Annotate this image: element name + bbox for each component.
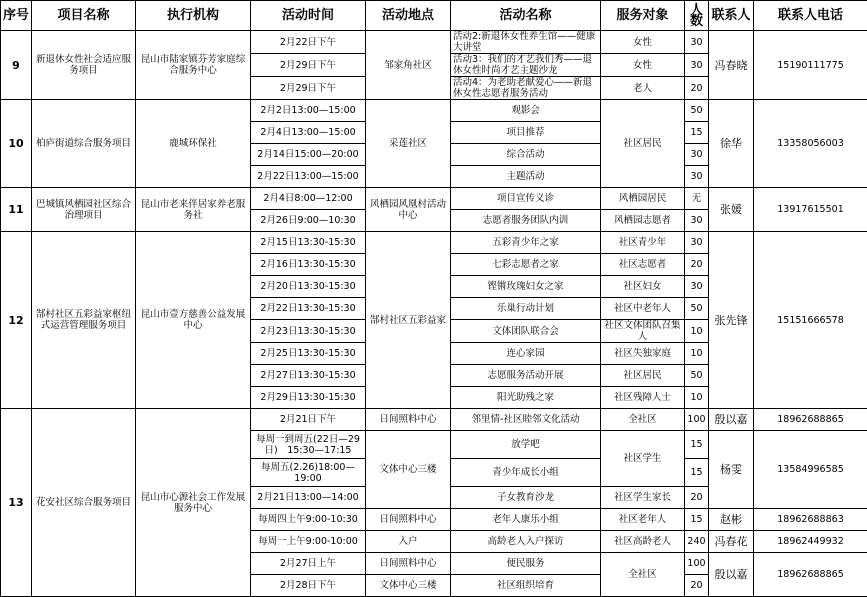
- activity-time: 2月29日13:30-15:30: [251, 387, 366, 409]
- activity-time: 2月16日13:30-15:30: [251, 254, 366, 276]
- activity-target: 社区残障人士: [601, 387, 685, 409]
- activity-place: 日间照料中心: [366, 409, 451, 431]
- activity-time: 2月4日8:00—12:00: [251, 188, 366, 210]
- contact-name: 张媛: [709, 188, 754, 232]
- activity-name: 综合活动: [451, 144, 601, 166]
- activity-time: 2月29日下午: [251, 54, 366, 77]
- contact-phone: 18962688865: [754, 553, 867, 597]
- contact-phone: 13358056003: [754, 100, 867, 188]
- activity-name: 乐巢行动计划: [451, 298, 601, 320]
- activity-time: 2月2日13:00—15:00: [251, 100, 366, 122]
- activity-count: 20: [685, 77, 709, 100]
- header-target: 服务对象: [601, 1, 685, 31]
- project-index: 12: [1, 232, 32, 409]
- activity-target: 社区高龄老人: [601, 531, 685, 553]
- activity-name: 志愿服务活动开展: [451, 365, 601, 387]
- project-org: 鹿城环保社: [136, 100, 251, 188]
- activity-time: 2月28日下午: [251, 575, 366, 597]
- activity-count: 30: [685, 166, 709, 188]
- activity-count: 30: [685, 144, 709, 166]
- activity-name: 项目宣传义诊: [451, 188, 601, 210]
- activity-place: 文体中心三楼: [366, 431, 451, 509]
- contact-name: 杨雯: [709, 431, 754, 509]
- contact-name: 冯春晓: [709, 31, 754, 100]
- activity-name: 放学吧: [451, 431, 601, 459]
- activity-target: 社区失独家庭: [601, 343, 685, 365]
- activity-name: 子女教育沙龙: [451, 487, 601, 509]
- activity-time: 2月15日13:30-15:30: [251, 232, 366, 254]
- activity-time: 2月22日下午: [251, 31, 366, 54]
- header-count: 人数: [685, 1, 709, 31]
- project-index: 13: [1, 409, 32, 597]
- activity-time: 2月20日13:30-15:30: [251, 276, 366, 298]
- activity-name: 项目推荐: [451, 122, 601, 144]
- activity-place: 郜村社区五彩益家: [366, 232, 451, 409]
- header-time: 活动时间: [251, 1, 366, 31]
- activity-name: 志愿者服务团队内训: [451, 210, 601, 232]
- contact-name: 赵彬: [709, 509, 754, 531]
- activity-place: 风栖园风凰村活动中心: [366, 188, 451, 232]
- activity-target: 社区老年人: [601, 509, 685, 531]
- table-row: [1, 409, 867, 431]
- contact-phone: 18962688865: [754, 409, 867, 431]
- contact-phone: 15190111775: [754, 31, 867, 100]
- project-name: 花安社区综合服务项目: [32, 409, 136, 597]
- activity-count: 10: [685, 343, 709, 365]
- activity-target: 社区居民: [601, 365, 685, 387]
- activity-name: 文体团队联合会: [451, 320, 601, 343]
- activity-count: 15: [685, 459, 709, 487]
- header-index: 序号: [1, 1, 32, 31]
- activity-time: 2月27日13:30-15:30: [251, 365, 366, 387]
- contact-phone: 18962449932: [754, 531, 867, 553]
- activity-target: 风栖园居民: [601, 188, 685, 210]
- contact-name: 张先锋: [709, 232, 754, 409]
- activity-name: 便民服务: [451, 553, 601, 575]
- activity-name: 邻里情-社区睦邻文化活动: [451, 409, 601, 431]
- activity-name: 社区组织培育: [451, 575, 601, 597]
- activity-name: 主题活动: [451, 166, 601, 188]
- header-row: [1, 1, 867, 31]
- activity-count: 100: [685, 409, 709, 431]
- header-project-name: 项目名称: [32, 1, 136, 31]
- activity-count: 20: [685, 575, 709, 597]
- activity-count: 30: [685, 31, 709, 54]
- project-name: 柏庐街道综合服务项目: [32, 100, 136, 188]
- header-phone: 联系人电话: [754, 1, 867, 31]
- activity-target: 社区居民: [601, 100, 685, 188]
- project-name: 郜村社区五彩益家枢纽式运营管理服务项目: [32, 232, 136, 409]
- activity-count: 15: [685, 509, 709, 531]
- activity-time: 2月26日9:00—10:30: [251, 210, 366, 232]
- activity-count: 15: [685, 431, 709, 459]
- activity-time: 2月4日13:00—15:00: [251, 122, 366, 144]
- activity-count: 20: [685, 254, 709, 276]
- activity-time: 2月29日下午: [251, 77, 366, 100]
- activity-target: 社区青少年: [601, 232, 685, 254]
- project-index: 11: [1, 188, 32, 232]
- activity-target: 社区志愿者: [601, 254, 685, 276]
- project-org: 昆山市心源社会工作发展服务中心: [136, 409, 251, 597]
- activity-name: 观影会: [451, 100, 601, 122]
- activity-count: 30: [685, 232, 709, 254]
- activity-place: 文体中心三楼: [366, 575, 451, 597]
- activity-time: 2月21日13:00—14:00: [251, 487, 366, 509]
- activity-time: 每周一上午9:00-10:00: [251, 531, 366, 553]
- table-row: [1, 232, 867, 254]
- contact-phone: 15151666578: [754, 232, 867, 409]
- header-place: 活动地点: [366, 1, 451, 31]
- activity-count: 10: [685, 387, 709, 409]
- activity-place: 采莲社区: [366, 100, 451, 188]
- activity-place: 日间照料中心: [366, 509, 451, 531]
- activity-name: 高龄老人入户探访: [451, 531, 601, 553]
- activity-time: 2月21日下午: [251, 409, 366, 431]
- activity-time: 2月22日13:00—15:00: [251, 166, 366, 188]
- activity-count: 无: [685, 188, 709, 210]
- activity-time: 2月14日15:00—20:00: [251, 144, 366, 166]
- activity-place: 日间照料中心: [366, 553, 451, 575]
- table-row: [1, 188, 867, 210]
- activity-target: 全社区: [601, 553, 685, 597]
- header-contact: 联系人: [709, 1, 754, 31]
- activity-time: 每周四上午9:00-10:30: [251, 509, 366, 531]
- contact-name: 徐华: [709, 100, 754, 188]
- activity-count: 30: [685, 54, 709, 77]
- project-name: 新退休女性社会适应服务项目: [32, 31, 136, 100]
- activity-target: 老人: [601, 77, 685, 100]
- activity-target: 全社区: [601, 409, 685, 431]
- activity-name: 活动3：我们的才艺我们秀——退休女性时尚才艺主题沙龙: [451, 54, 601, 77]
- activity-count: 50: [685, 298, 709, 320]
- header-org: 执行机构: [136, 1, 251, 31]
- contact-name: 殷以嘉: [709, 409, 754, 431]
- activity-time: 2月23日13:30-15:30: [251, 320, 366, 343]
- activity-time: 2月22日13:30-15:30: [251, 298, 366, 320]
- activity-name: 活动2:新退休女性养生馆——健康大讲堂: [451, 31, 601, 54]
- activity-place: 入户: [366, 531, 451, 553]
- activity-name: 铿锵玫瑰妇女之家: [451, 276, 601, 298]
- activity-target: 社区中老年人: [601, 298, 685, 320]
- table-row: [1, 100, 867, 122]
- activity-count: 50: [685, 100, 709, 122]
- activity-count: 50: [685, 365, 709, 387]
- project-index: 10: [1, 100, 32, 188]
- contact-phone: 13917615501: [754, 188, 867, 232]
- activity-time: 每周五(2.26)18:00—19:00: [251, 459, 366, 487]
- contact-name: 殷以嘉: [709, 553, 754, 597]
- activity-target: 女性: [601, 31, 685, 54]
- activity-count: 100: [685, 553, 709, 575]
- activity-target: 社区妇女: [601, 276, 685, 298]
- project-index: 9: [1, 31, 32, 100]
- header-activity: 活动名称: [451, 1, 601, 31]
- activity-time: 每周一到周五(22日—29日) 15:30—17:15: [251, 431, 366, 459]
- activity-target: 社区学生家长: [601, 487, 685, 509]
- activity-time: 2月25日13:30-15:30: [251, 343, 366, 365]
- contact-phone: 18962688863: [754, 509, 867, 531]
- activity-count: 20: [685, 487, 709, 509]
- activity-count: 30: [685, 210, 709, 232]
- project-org: 昆山市老来伴居家养老服务社: [136, 188, 251, 232]
- table-row: [1, 31, 867, 54]
- activity-name: 七彩志愿者之家: [451, 254, 601, 276]
- contact-phone: 13584996585: [754, 431, 867, 509]
- activity-target: 风栖园志愿者: [601, 210, 685, 232]
- activity-target: 女性: [601, 54, 685, 77]
- activity-name: 青少年成长小组: [451, 459, 601, 487]
- contact-name: 冯春花: [709, 531, 754, 553]
- activity-name: 活动4：为老助老献爱心——新退休女性志愿者服务活动: [451, 77, 601, 100]
- activity-name: 阳光助残之家: [451, 387, 601, 409]
- activity-count: 240: [685, 531, 709, 553]
- activity-count: 30: [685, 276, 709, 298]
- project-org: 昆山市陆家镇芬芳家庭综合服务中心: [136, 31, 251, 100]
- activity-place: 邹家角社区: [366, 31, 451, 100]
- activity-count: 10: [685, 320, 709, 343]
- project-name: 巴城镇风栖园社区综合治理项目: [32, 188, 136, 232]
- activity-name: 连心家园: [451, 343, 601, 365]
- activity-target: 社区学生: [601, 431, 685, 487]
- project-org: 昆山市壹方慈善公益发展中心: [136, 232, 251, 409]
- activity-count: 15: [685, 122, 709, 144]
- activity-time: 2月27日上午: [251, 553, 366, 575]
- activity-name: 五彩青少年之家: [451, 232, 601, 254]
- activity-target: 社区文体团队召集人: [601, 320, 685, 343]
- activity-name: 老年人康乐小组: [451, 509, 601, 531]
